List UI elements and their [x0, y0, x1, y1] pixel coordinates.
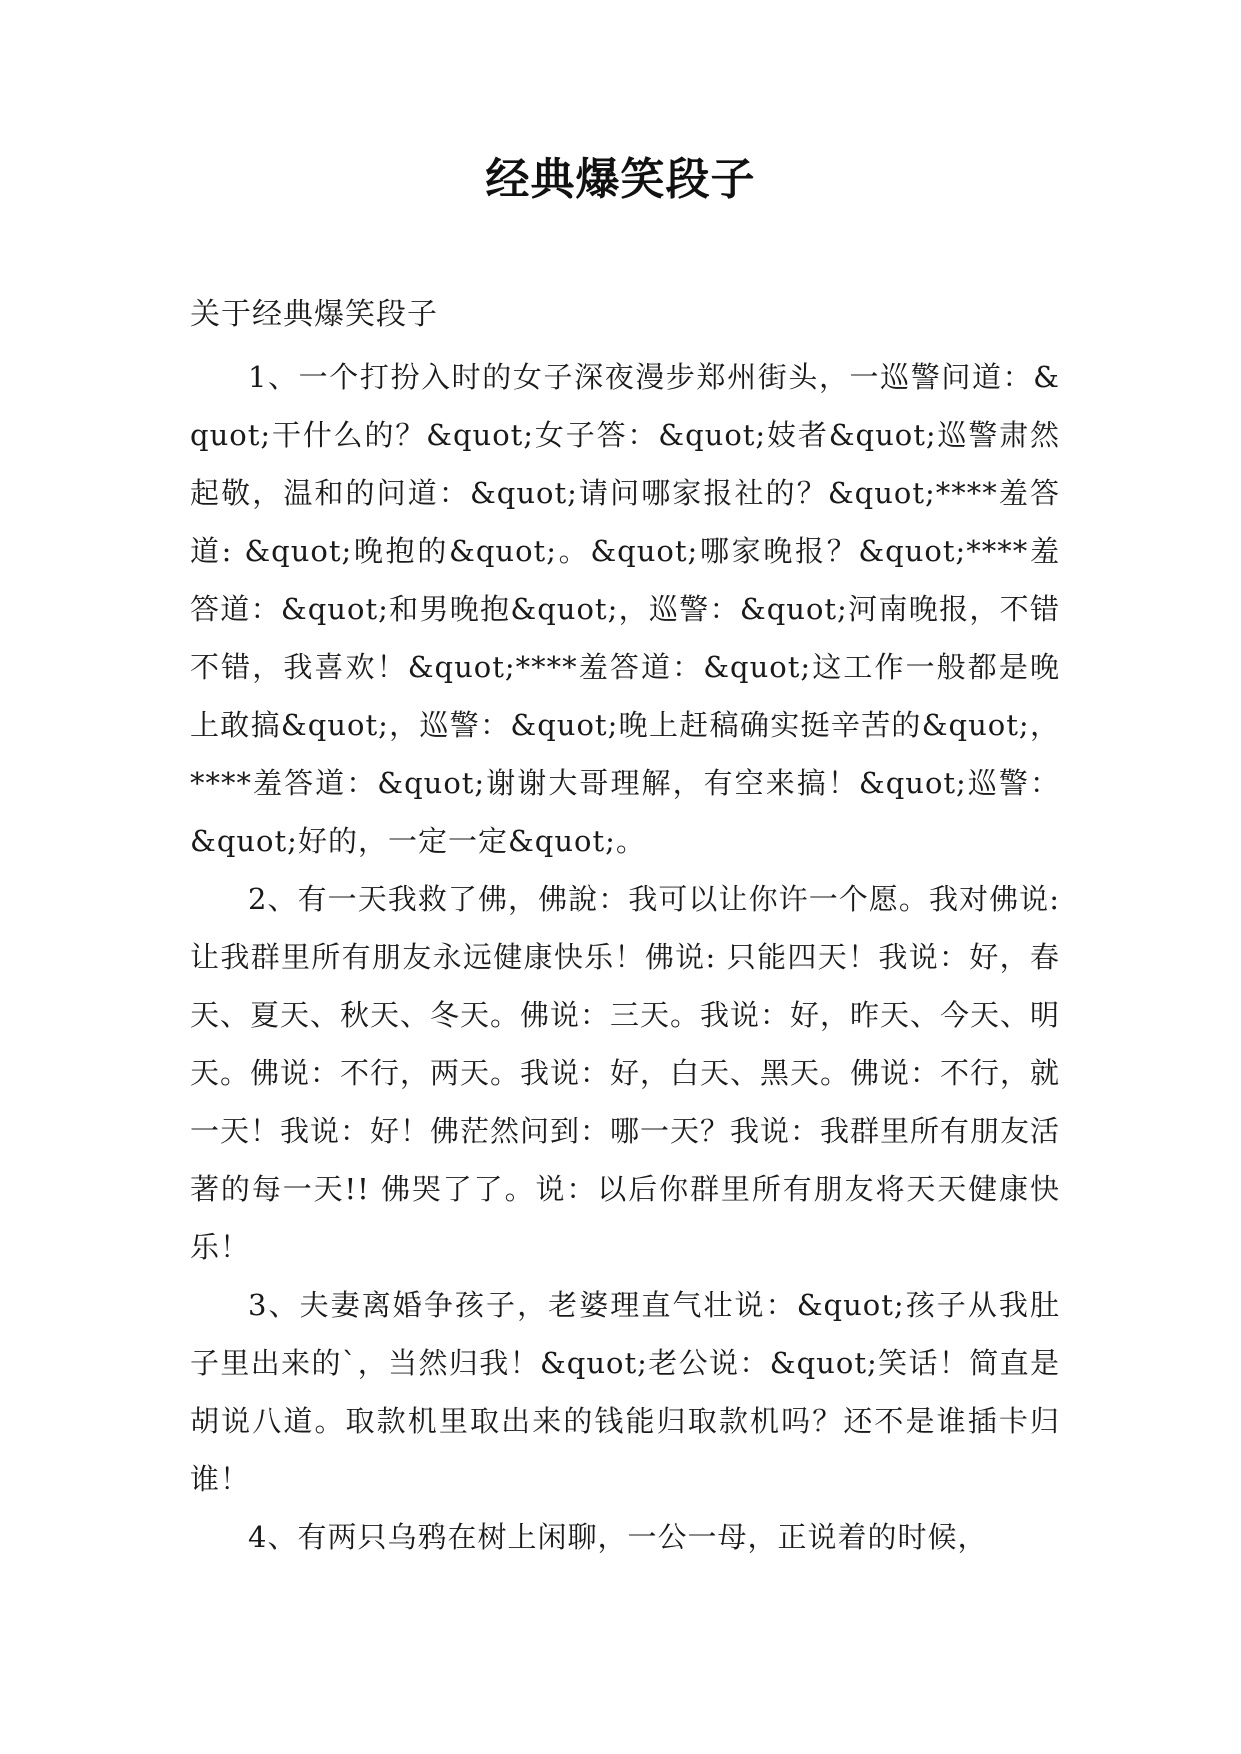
paragraph-3: 3、夫妻离婚争孩子，老婆理直气壮说：&quot;孩子从我肚子里出来的`，当然归我！&quot;老公说：&quot;笑话！简直是胡说八道。取款机里取出来的钱能归取款机吗？还不是谁插卡归谁！: [190, 1288, 1060, 1496]
document-subtitle: 关于经典爆笑段子: [190, 297, 438, 332]
paragraph-2: 2、有一天我救了佛，佛說：我可以让你许一个愿。我对佛说: 让我群里所有朋友永远健康快乐！佛说: 只能四天！我说：好，春天、夏天、秋天、冬天。佛说：三天。我说：好，昨天、今天、明天。佛说：不行，两天。我说：好，白天、黑天。佛说：不行，就一天！我说：好！佛茫然问到：哪一天？我说：我群里所有朋友活著的每一天!! 佛哭了了。说：以后你群里所有朋友将天天健康快乐！: [190, 882, 1061, 1264]
paragraph-4: 4、有两只乌鸦在树上闲聊，一公一母，正说着的时候，: [248, 1520, 988, 1554]
document-body: [190, 348, 1060, 1566]
document-title: 经典爆笑段子: [485, 154, 756, 205]
paragraph-1: 1、一个打扮入时的女子深夜漫步郑州街头，一巡警问道：&quot;干什么的？&quot;女子答：&quot;妓者&quot;巡警肃然起敬，温和的问道：&quot;请问哪家报社的？&quot;****羞答道: &quot;晚抱的&quot;。&quot;哪家晚报？&quot;****羞答道：&quot;和男晚抱&quot;，巡警：&quot;河南晚报，不错不错，我喜欢！&quot;****羞答道：&quot;这工作一般都是晚上敢搞&quot;，巡警：&quot;晚上赶稿确实挺辛苦的&quot;，****羞答道：&quot;谢谢大哥理解，有空来搞！&quot;巡警：&quot;好的，一定一定&quot;。: [190, 360, 1060, 858]
